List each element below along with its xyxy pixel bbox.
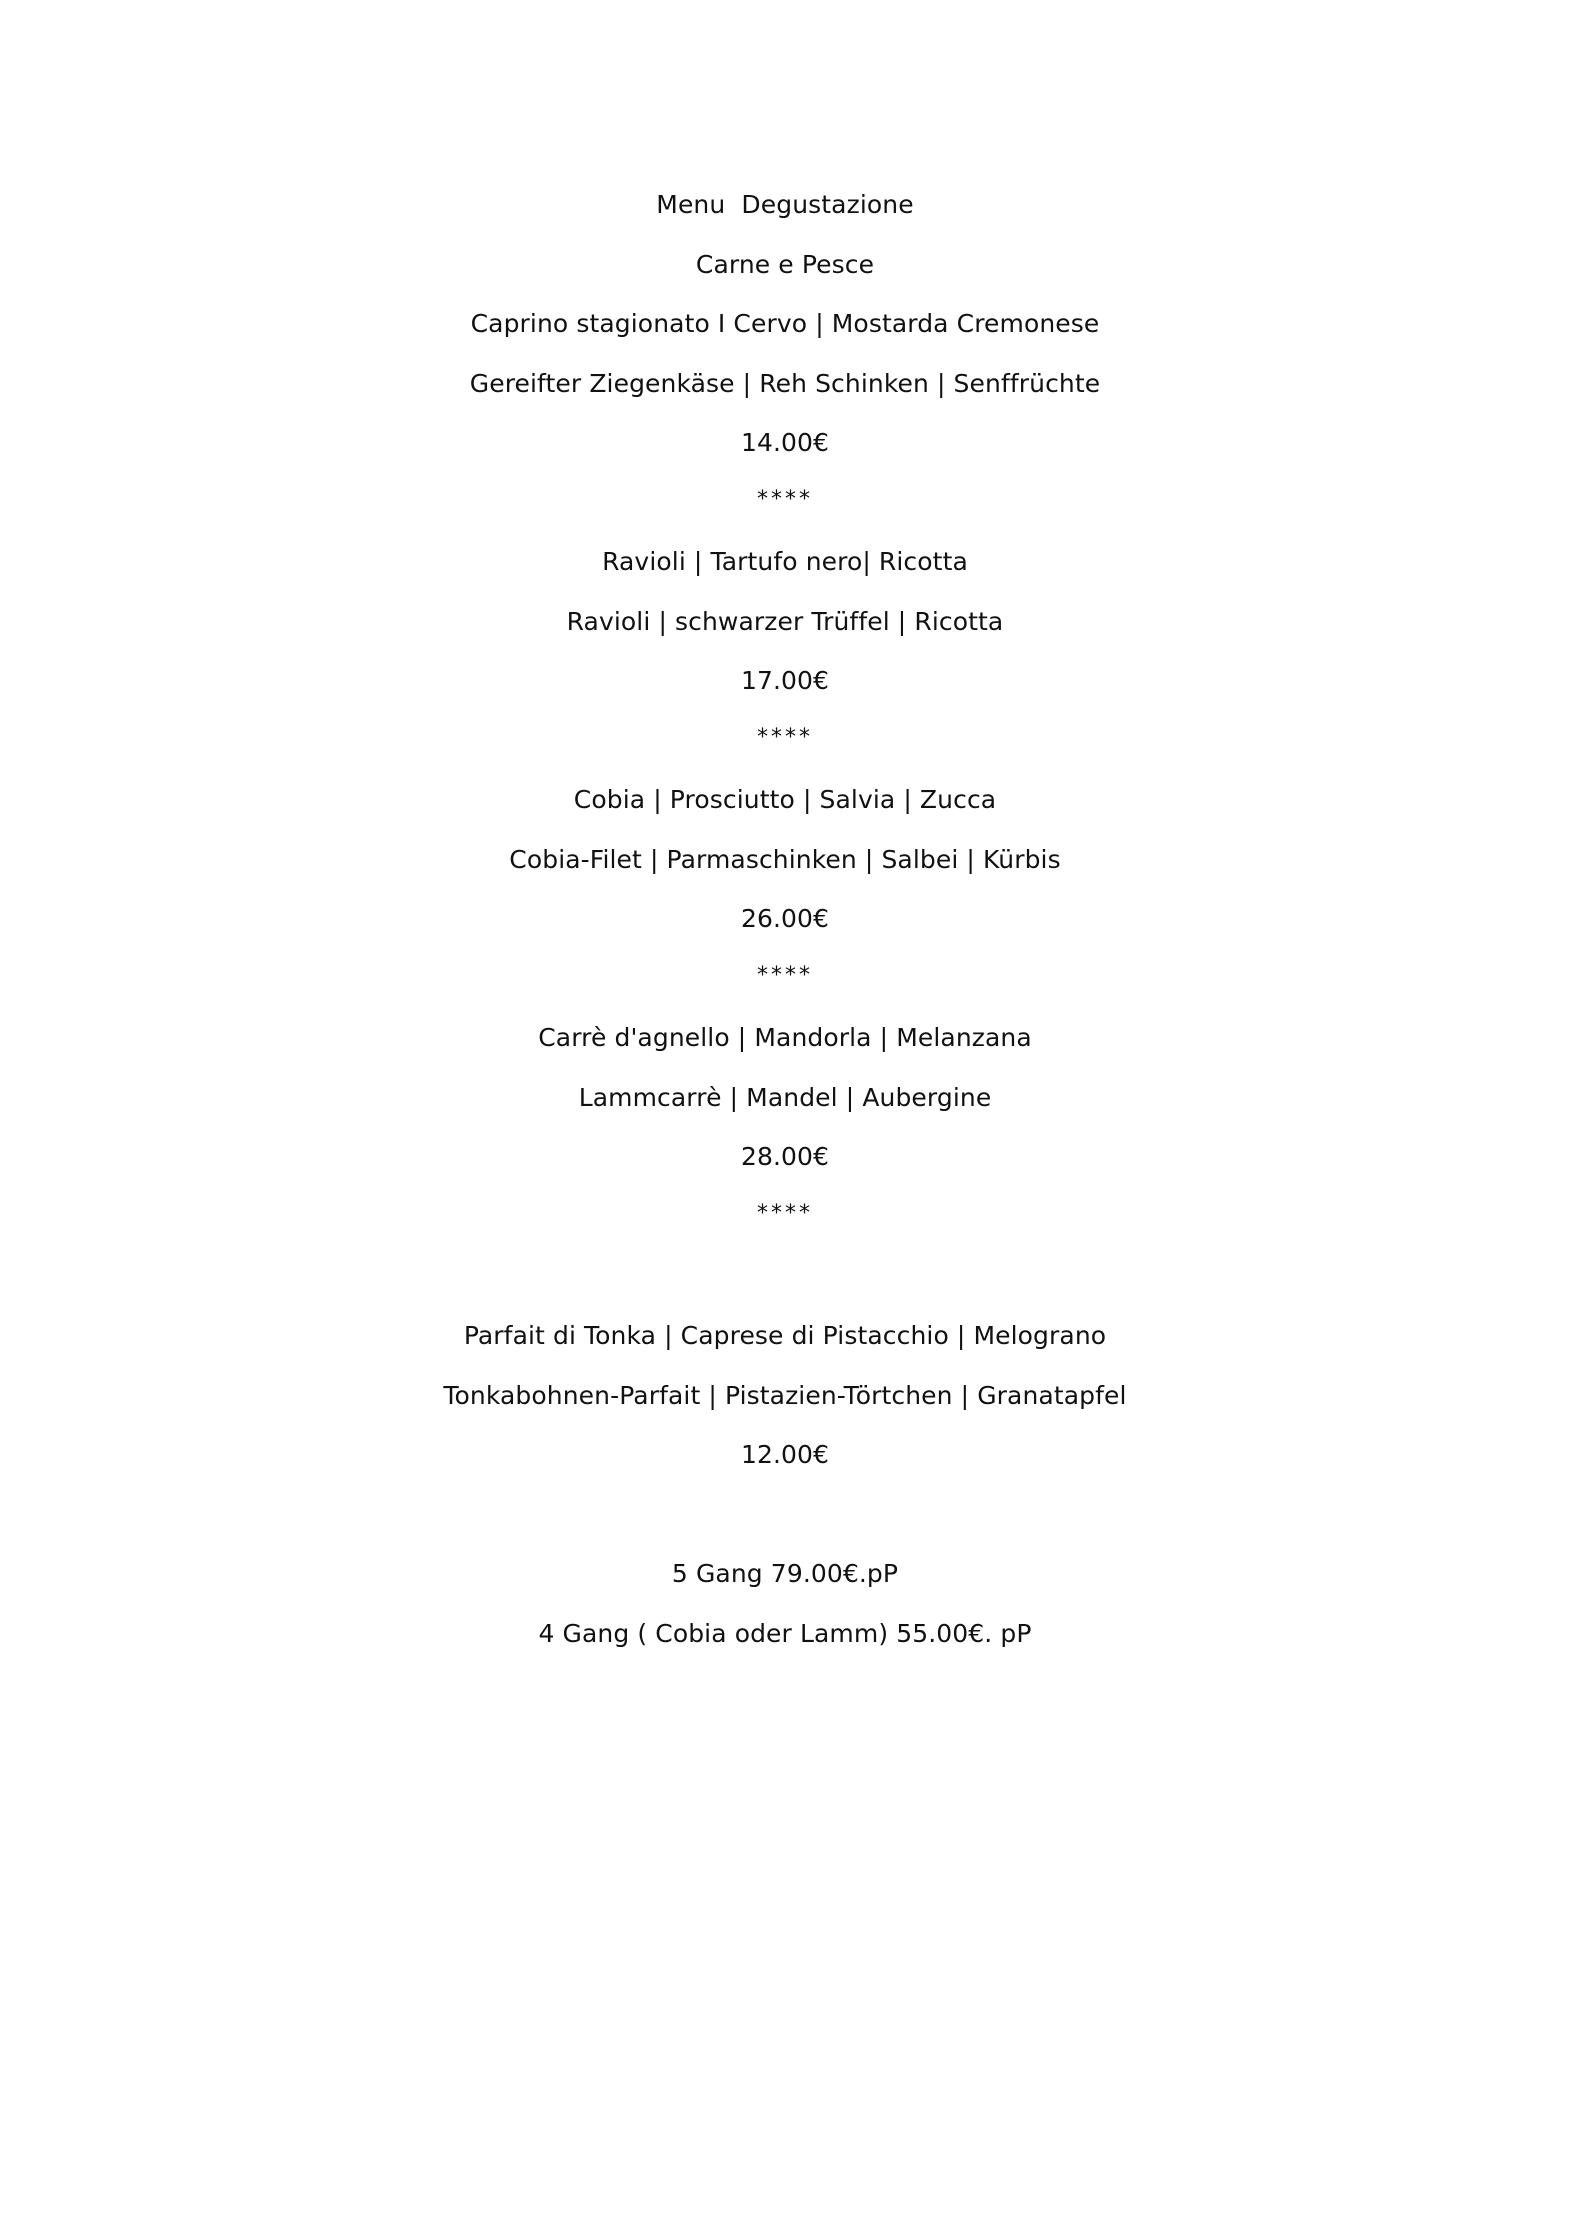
course-4-price: 28.00€ bbox=[740, 1142, 830, 1171]
course-1-price: 14.00€ bbox=[740, 428, 830, 457]
course-1-separator: **** bbox=[757, 487, 813, 512]
course-3-price: 26.00€ bbox=[740, 904, 830, 933]
course-2-separator: **** bbox=[757, 725, 813, 750]
course-2-italian: Ravioli | Tartufo nero| Ricotta bbox=[602, 547, 968, 576]
course-4-german: Lammcarrè | Mandel | Aubergine bbox=[578, 1083, 992, 1112]
offer-5-course: 5 Gang 79.00€.pP bbox=[671, 1559, 899, 1588]
course-2-german: Ravioli | schwarzer Trüffel | Ricotta bbox=[566, 607, 1004, 636]
course-4-italian: Carrè d'agnello | Mandorla | Melanzana bbox=[538, 1023, 1032, 1052]
course-3-separator: **** bbox=[757, 963, 813, 988]
course-5-price: 12.00€ bbox=[740, 1440, 830, 1469]
menu-subtitle: Carne e Pesce bbox=[695, 250, 875, 279]
course-3-german: Cobia-Filet | Parmaschinken | Salbei | Kürbis bbox=[509, 845, 1061, 874]
course-1-italian: Caprino stagionato I Cervo | Mostarda Cremonese bbox=[470, 309, 1100, 338]
menu-title: Menu Degustazione bbox=[656, 190, 914, 219]
offer-4-course: 4 Gang ( Cobia oder Lamm) 55.00€. pP bbox=[538, 1619, 1032, 1648]
course-5-italian: Parfait di Tonka | Caprese di Pistacchio | Melograno bbox=[463, 1321, 1107, 1350]
course-3-italian: Cobia | Prosciutto | Salvia | Zucca bbox=[573, 785, 997, 814]
course-4-separator: **** bbox=[757, 1201, 813, 1226]
course-5-german: Tonkabohnen-Parfait | Pistazien-Törtchen | Granatapfel bbox=[443, 1381, 1127, 1410]
course-2-price: 17.00€ bbox=[740, 666, 830, 695]
course-1-german: Gereifter Ziegenkäse | Reh Schinken | Senffrüchte bbox=[469, 369, 1101, 398]
